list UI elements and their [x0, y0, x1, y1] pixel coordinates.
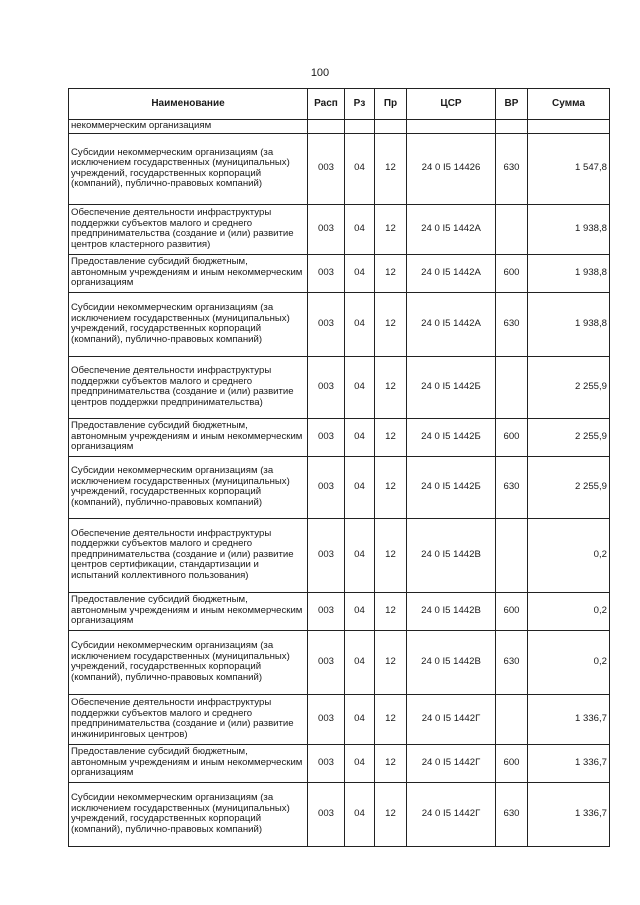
cell-vr: 630 — [496, 782, 528, 846]
table-row — [69, 133, 610, 204]
cell-pr: 12 — [375, 782, 407, 846]
cell-name: Субсидии некоммерческим организациям (за исключением государственных (муниципальных) учреждений, государственных корпораций (компаний), публично-правовых компаний) — [69, 782, 308, 846]
cell-csr: 24 0 I5 1442Г — [407, 694, 496, 744]
cell-pr: 12 — [375, 744, 407, 782]
cell-vr — [496, 518, 528, 592]
cell-csr: 24 0 I5 1442Б — [407, 356, 496, 418]
cell-rasp: 003 — [308, 694, 345, 744]
cell-sum: 1 336,7 — [528, 694, 610, 744]
cell-vr — [496, 356, 528, 418]
cell-rz: 04 — [345, 744, 375, 782]
table-header-row — [69, 89, 610, 120]
empty-cell — [345, 120, 375, 134]
cell-name: Обеспечение деятельности инфраструктуры поддержки субъектов малого и среднего предпринимательства (создание и (или) развитие центров поддержки предпринимательства) — [69, 356, 308, 418]
cell-sum: 1 938,8 — [528, 292, 610, 356]
cell-sum: 2 255,9 — [528, 418, 610, 456]
table-row — [69, 292, 610, 356]
cell-pr: 12 — [375, 592, 407, 630]
table-row — [69, 592, 610, 630]
cell-vr: 630 — [496, 456, 528, 518]
header-csr: ЦСР — [407, 89, 496, 120]
header-vr: ВР — [496, 89, 528, 120]
cell-rz: 04 — [345, 456, 375, 518]
cell-vr: 600 — [496, 592, 528, 630]
cell-name: Обеспечение деятельности инфраструктуры поддержки субъектов малого и среднего предпринимательства (создание и (или) развитие инжиниринговых центров) — [69, 694, 308, 744]
cell-sum: 1 938,8 — [528, 204, 610, 254]
cell-name: Предоставление субсидий бюджетным, автономным учреждениям и иным некоммерческим организациям — [69, 592, 308, 630]
cell-rz: 04 — [345, 254, 375, 292]
cell-pr: 12 — [375, 694, 407, 744]
cell-rz: 04 — [345, 592, 375, 630]
cell-rz: 04 — [345, 694, 375, 744]
cell-rasp: 003 — [308, 356, 345, 418]
cell-rasp: 003 — [308, 204, 345, 254]
cell-csr: 24 0 I5 1442Б — [407, 418, 496, 456]
cell-name: Обеспечение деятельности инфраструктуры поддержки субъектов малого и среднего предпринимательства (создание и (или) развитие центров кластерного развития) — [69, 204, 308, 254]
cell-vr: 600 — [496, 254, 528, 292]
table-row — [69, 744, 610, 782]
table-row — [69, 694, 610, 744]
cell-name: Предоставление субсидий бюджетным, автономным учреждениям и иным некоммерческим организациям — [69, 744, 308, 782]
budget-table — [68, 88, 610, 847]
cell-vr: 600 — [496, 744, 528, 782]
cell-csr: 24 0 I5 1442В — [407, 518, 496, 592]
cell-rz: 04 — [345, 133, 375, 204]
continuation-text: некоммерческим организациям — [69, 120, 308, 134]
cell-sum: 1 938,8 — [528, 254, 610, 292]
cell-rz: 04 — [345, 518, 375, 592]
cell-rz: 04 — [345, 782, 375, 846]
cell-vr — [496, 694, 528, 744]
cell-rasp: 003 — [308, 630, 345, 694]
table-row — [69, 418, 610, 456]
cell-rz: 04 — [345, 418, 375, 456]
cell-sum: 2 255,9 — [528, 356, 610, 418]
cell-name: Субсидии некоммерческим организациям (за исключением государственных (муниципальных) учреждений, государственных корпораций (компаний), публично-правовых компаний) — [69, 630, 308, 694]
cell-csr: 24 0 I5 1442Г — [407, 782, 496, 846]
table-row — [69, 782, 610, 846]
empty-cell — [496, 120, 528, 134]
cell-sum: 1 336,7 — [528, 782, 610, 846]
table-row — [69, 630, 610, 694]
cell-csr: 24 0 I5 1442Г — [407, 744, 496, 782]
cell-pr: 12 — [375, 356, 407, 418]
cell-rz: 04 — [345, 204, 375, 254]
cell-sum: 0,2 — [528, 630, 610, 694]
cell-sum: 1 547,8 — [528, 133, 610, 204]
cell-name: Предоставление субсидий бюджетным, автономным учреждениям и иным некоммерческим организациям — [69, 254, 308, 292]
cell-pr: 12 — [375, 518, 407, 592]
empty-cell — [308, 120, 345, 134]
page-number: 100 — [310, 67, 330, 79]
cell-name: Субсидии некоммерческим организациям (за исключением государственных (муниципальных) учреждений, государственных корпораций (компаний), публично-правовых компаний) — [69, 133, 308, 204]
header-rz: Рз — [345, 89, 375, 120]
cell-pr: 12 — [375, 133, 407, 204]
cell-csr: 24 0 I5 1442А — [407, 292, 496, 356]
cell-csr: 24 0 I5 1442А — [407, 254, 496, 292]
continuation-row — [69, 120, 610, 134]
cell-sum: 2 255,9 — [528, 456, 610, 518]
cell-name: Субсидии некоммерческим организациям (за исключением государственных (муниципальных) учреждений, государственных корпораций (компаний), публично-правовых компаний) — [69, 292, 308, 356]
header-pr: Пр — [375, 89, 407, 120]
header-name: Наименование — [69, 89, 308, 120]
cell-rasp: 003 — [308, 592, 345, 630]
cell-pr: 12 — [375, 630, 407, 694]
header-sum: Сумма — [528, 89, 610, 120]
table-row — [69, 356, 610, 418]
cell-rasp: 003 — [308, 518, 345, 592]
cell-rasp: 003 — [308, 456, 345, 518]
empty-cell — [375, 120, 407, 134]
cell-rasp: 003 — [308, 782, 345, 846]
cell-pr: 12 — [375, 204, 407, 254]
cell-vr: 630 — [496, 292, 528, 356]
header-rasp: Расп — [308, 89, 345, 120]
cell-sum: 0,2 — [528, 518, 610, 592]
cell-csr: 24 0 I5 1442В — [407, 630, 496, 694]
cell-csr: 24 0 I5 14426 — [407, 133, 496, 204]
cell-pr: 12 — [375, 254, 407, 292]
cell-rasp: 003 — [308, 292, 345, 356]
cell-rz: 04 — [345, 630, 375, 694]
cell-rasp: 003 — [308, 418, 345, 456]
empty-cell — [528, 120, 610, 134]
cell-vr: 630 — [496, 133, 528, 204]
table-row — [69, 254, 610, 292]
cell-rasp: 003 — [308, 744, 345, 782]
cell-vr: 630 — [496, 630, 528, 694]
cell-vr: 600 — [496, 418, 528, 456]
empty-cell — [407, 120, 496, 134]
cell-rz: 04 — [345, 356, 375, 418]
cell-rasp: 003 — [308, 133, 345, 204]
cell-pr: 12 — [375, 418, 407, 456]
cell-csr: 24 0 I5 1442Б — [407, 456, 496, 518]
table-row — [69, 518, 610, 592]
table-row — [69, 456, 610, 518]
cell-name: Обеспечение деятельности инфраструктуры поддержки субъектов малого и среднего предпринимательства (создание и (или) развитие центров сертификации, стандартизации и испытаний коллективного пользования) — [69, 518, 308, 592]
table-row — [69, 204, 610, 254]
table-body — [69, 120, 610, 847]
cell-name: Субсидии некоммерческим организациям (за исключением государственных (муниципальных) учреждений, государственных корпораций (компаний), публично-правовых компаний) — [69, 456, 308, 518]
cell-name: Предоставление субсидий бюджетным, автономным учреждениям и иным некоммерческим организациям — [69, 418, 308, 456]
cell-pr: 12 — [375, 292, 407, 356]
cell-rz: 04 — [345, 292, 375, 356]
cell-sum: 0,2 — [528, 592, 610, 630]
cell-sum: 1 336,7 — [528, 744, 610, 782]
cell-rasp: 003 — [308, 254, 345, 292]
cell-vr — [496, 204, 528, 254]
cell-csr: 24 0 I5 1442В — [407, 592, 496, 630]
cell-pr: 12 — [375, 456, 407, 518]
cell-csr: 24 0 I5 1442А — [407, 204, 496, 254]
